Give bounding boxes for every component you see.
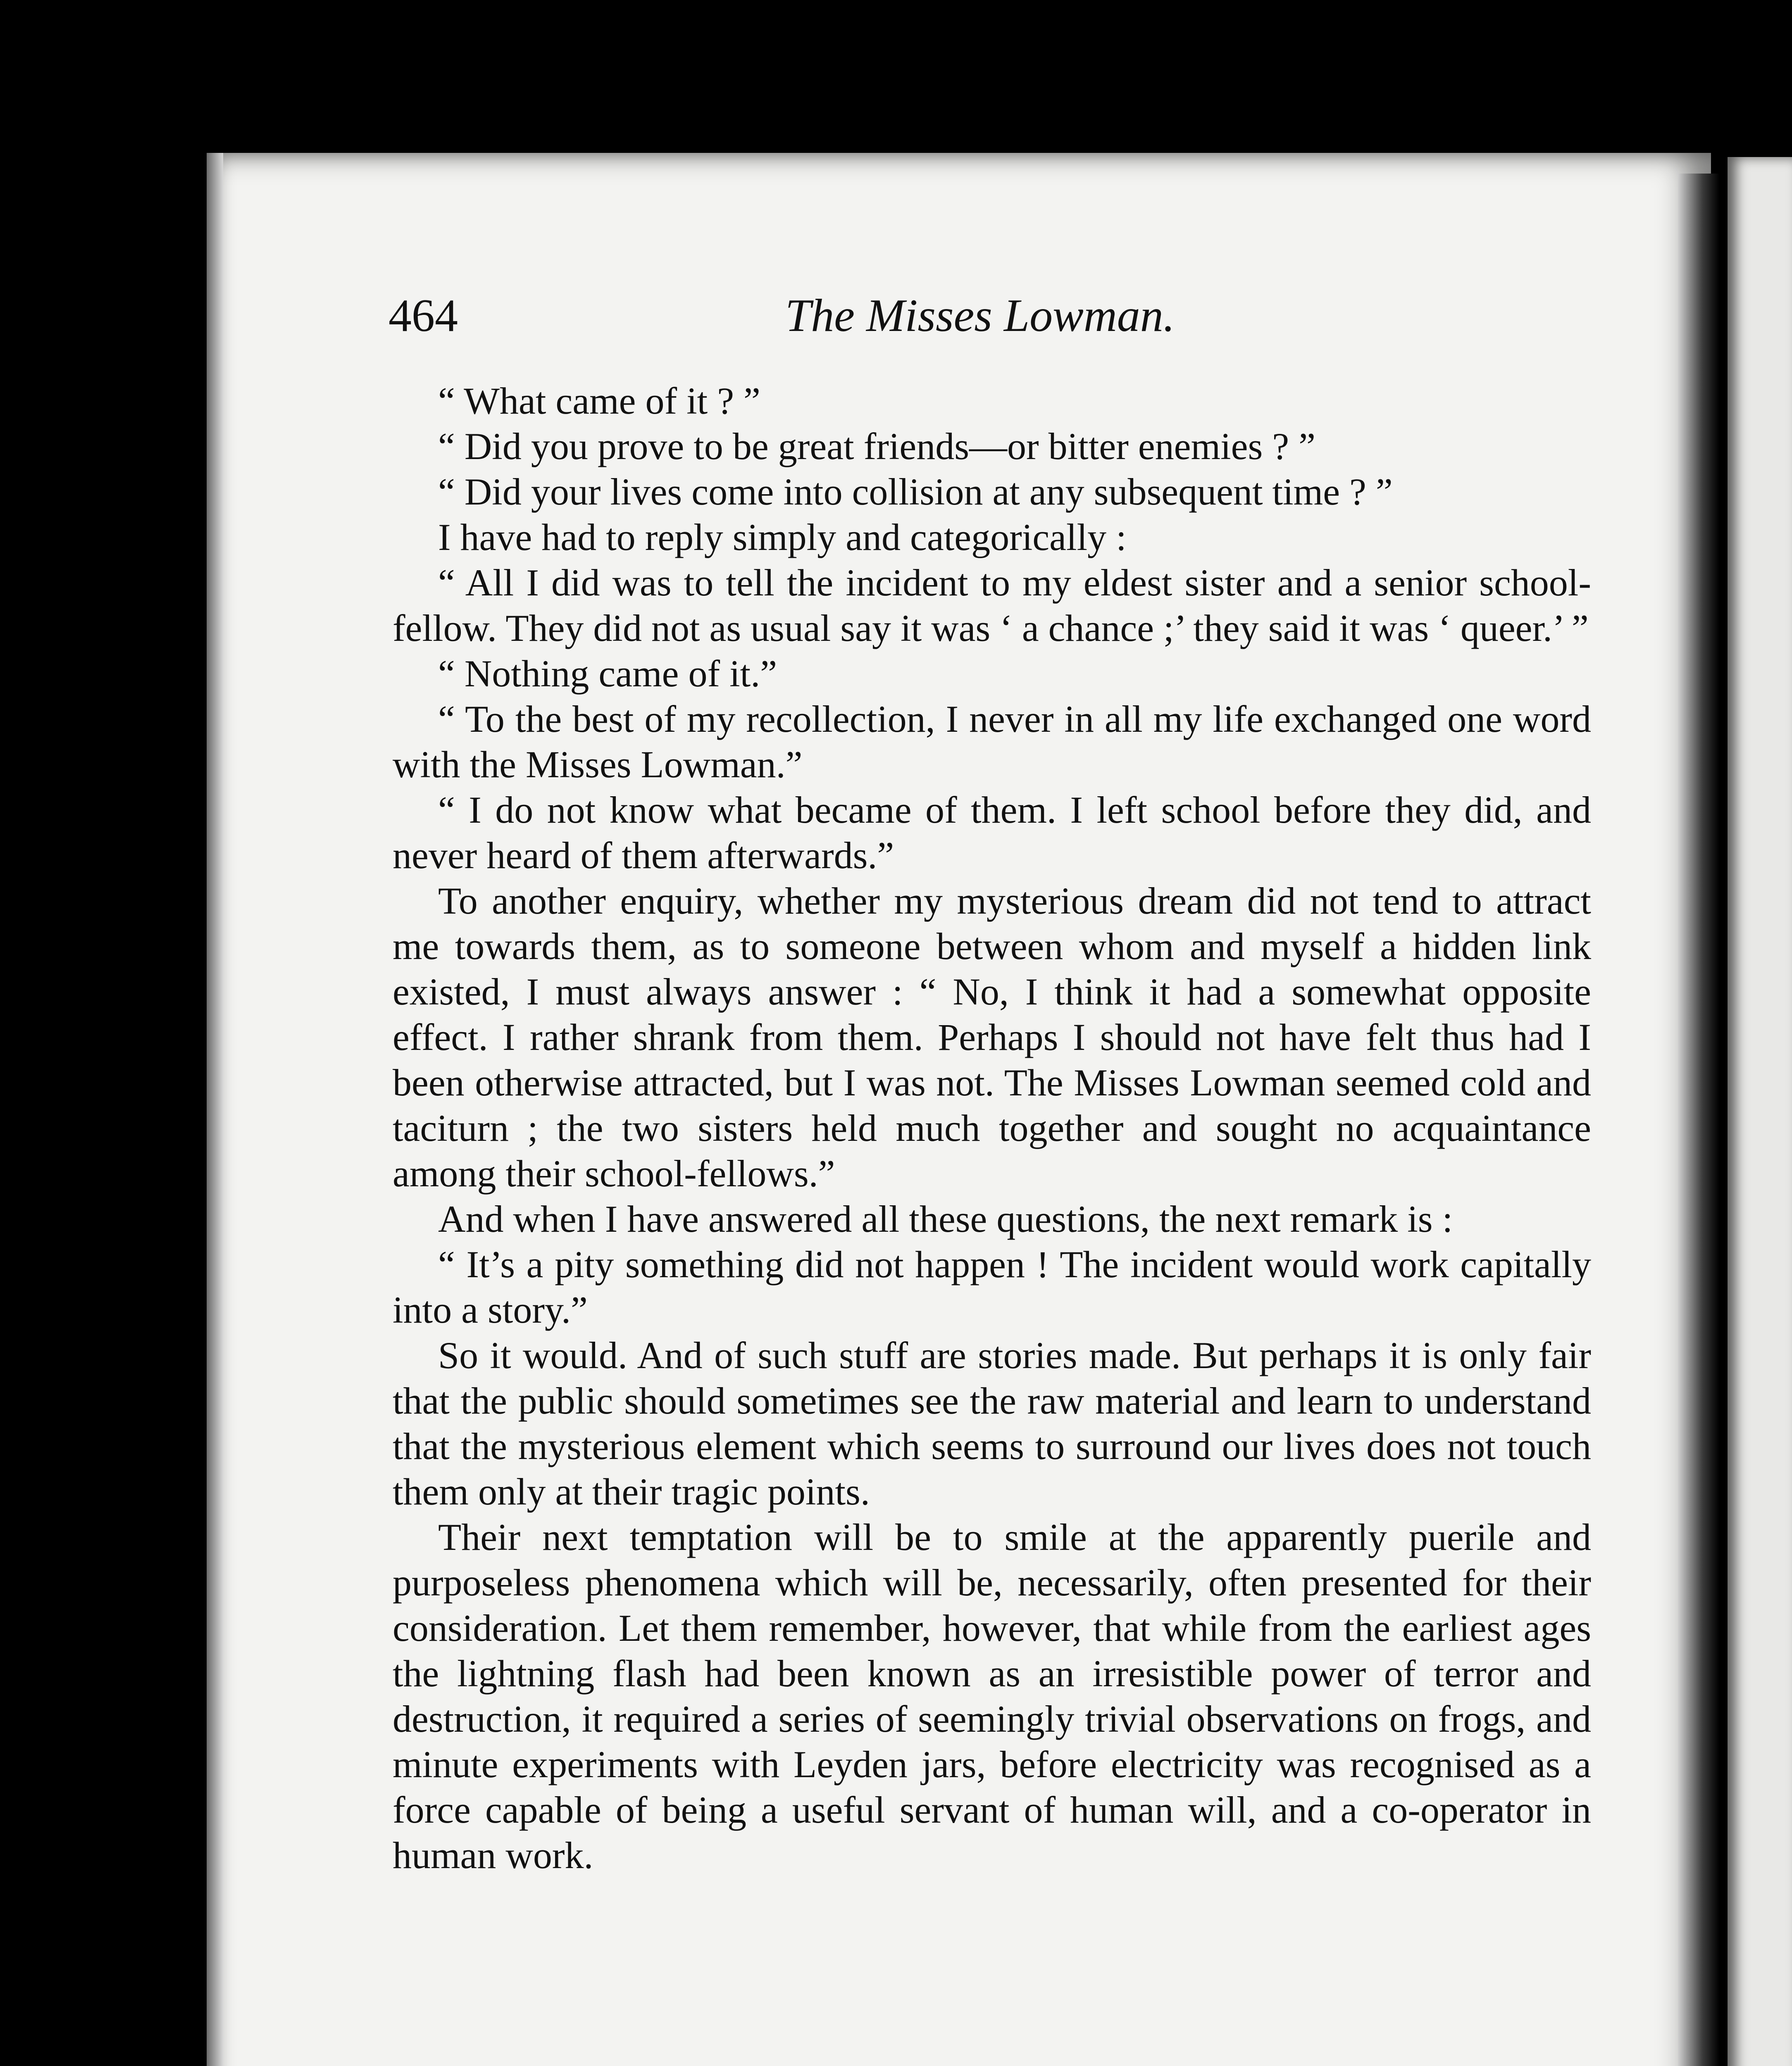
- paragraph: To another enquiry, whether my mysterious dream did not tend to attract me towards them, as to someone between whom and myself a hidden link existed, I must always answer : “ No, I think it had a somewhat opposite effect. I rather shrank from them. Perhaps I should not have felt thus had I been otherwise attracted, but I was not. The Misses Lowman seemed cold and taciturn ; the two sisters held much together and sought no acquaintance among their school-fellows.”: [393, 880, 1591, 1195]
- paragraph: I have had to reply simply and categorically :: [438, 516, 1127, 558]
- page-edge: [207, 153, 223, 2066]
- paragraph: “ All I did was to tell the incident to my eldest sister and a senior school-fellow. They did not as usual say it was ‘ a chance ;’ they said it was ‘ queer.’ ”: [393, 562, 1591, 649]
- paragraph: Their next temptation will be to smile at the apparently puerile and purposeless phenomena which will be, necessarily, often presented for their consideration. Let them remember, however, that while from the earliest ages the lightning flash had been known as an irresistible power of terror and destruction, it required a series of seemingly trivial observations on frogs, and minute experiments with Leyden jars, before electricity was recognised as a force capable of being a useful servant of human will, and a co-operator in human work.: [393, 1516, 1591, 1876]
- paragraph: “ Nothing came of it.”: [438, 652, 777, 695]
- paragraph: “ To the best of my recollection, I never in all my life exchanged one word with the Misses Lowman.”: [393, 698, 1591, 785]
- running-head: [388, 289, 1637, 355]
- page-number: 464: [388, 290, 458, 341]
- paragraph: “ Did you prove to be great friends—or bitter enemies ? ”: [438, 425, 1315, 467]
- paragraph: And when I have answered all these questions, the next remark is :: [438, 1198, 1453, 1240]
- book-gutter: [1678, 174, 1719, 2066]
- facing-page-edge: [1728, 157, 1792, 2066]
- paragraph: “ What came of it ? ”: [438, 380, 760, 422]
- body-text: [393, 378, 1591, 1878]
- paragraph: “ I do not know what became of them. I left school before they did, and never heard of them afterwards.”: [393, 789, 1591, 876]
- paragraph: “ It’s a pity something did not happen ! The incident would work capitally into a story.”: [393, 1243, 1591, 1331]
- running-title: The Misses Lowman.: [785, 290, 1175, 341]
- paragraph: “ Did your lives come into collision at any subsequent time ? ”: [438, 471, 1393, 513]
- paragraph: So it would. And of such stuff are stories made. But perhaps it is only fair that the public should sometimes see the raw material and learn to understand that the mysterious element which seems to surround our lives does not touch them only at their tragic points.: [393, 1334, 1591, 1513]
